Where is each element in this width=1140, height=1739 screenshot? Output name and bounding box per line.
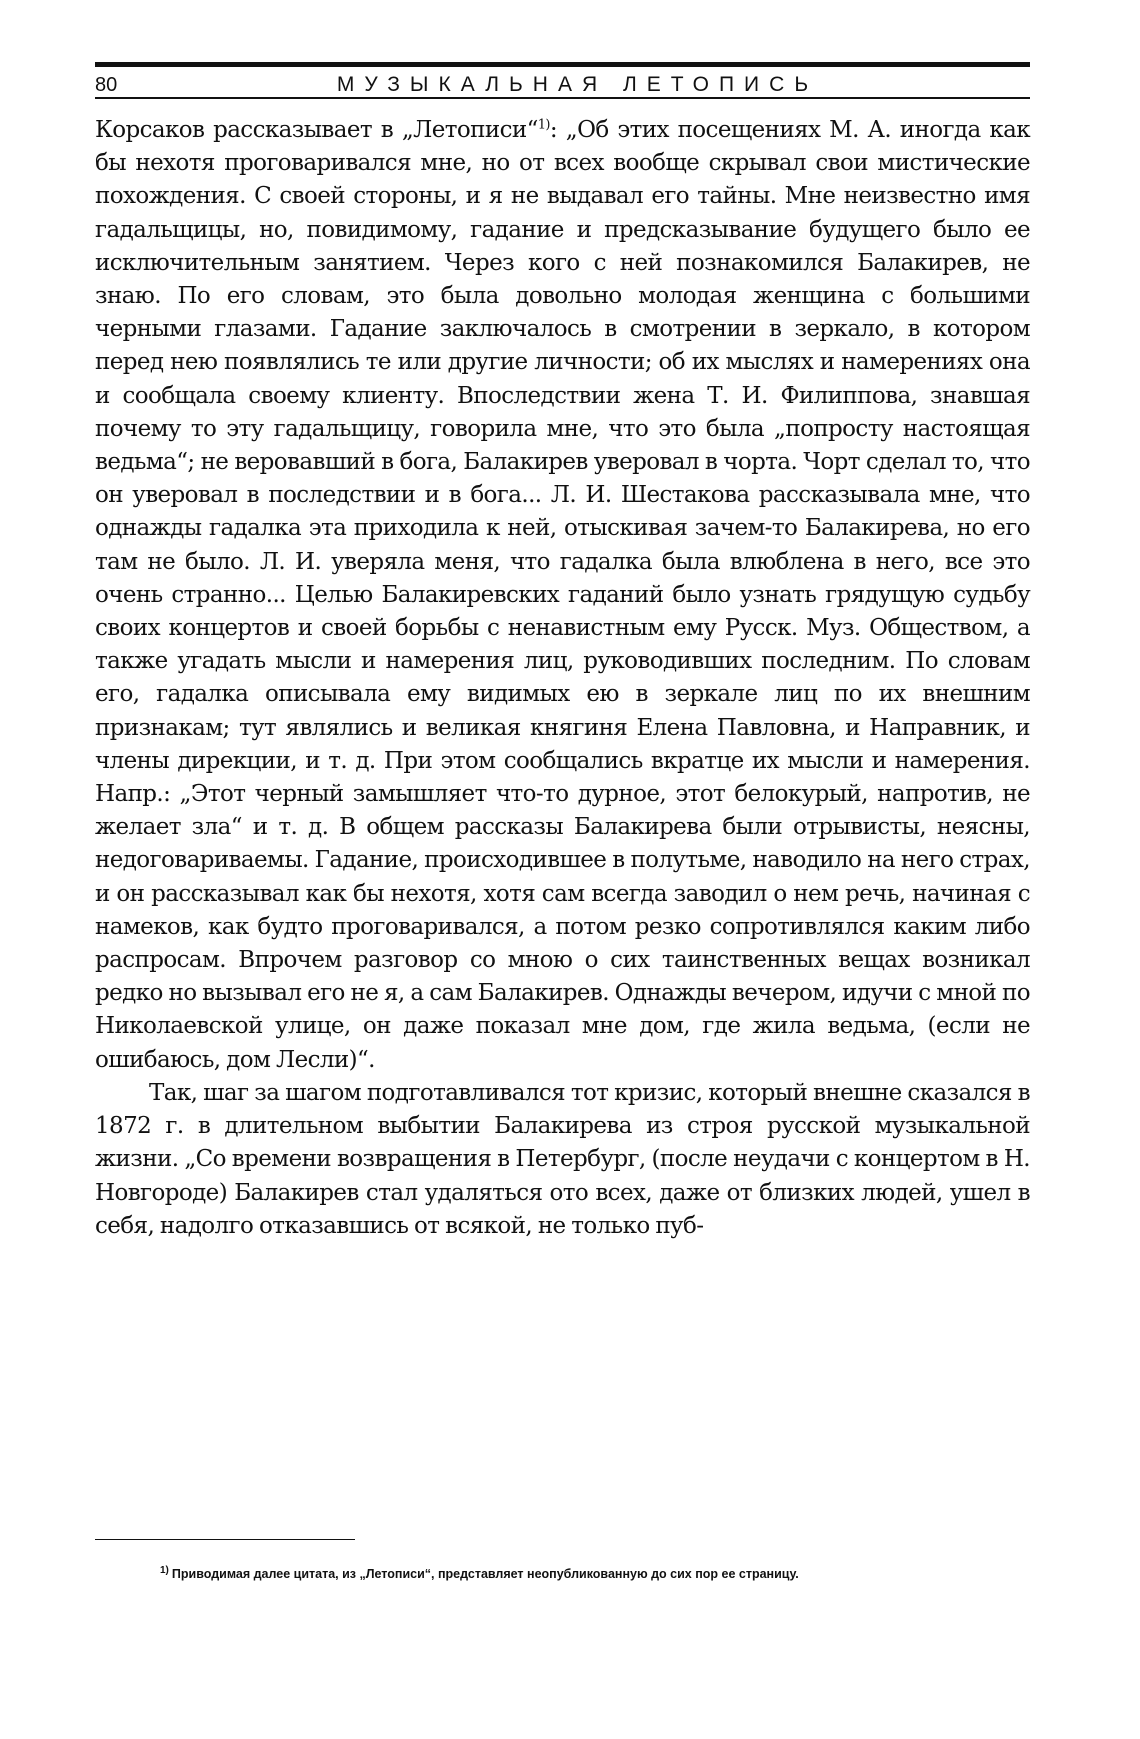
header-bottom-rule <box>95 97 1030 99</box>
page <box>95 0 1030 1739</box>
paragraph-2: Так, шаг за шагом подготавливался тот кризис, который внешне сказался в 1872 г. в длительном выбытии Балакирева из строя русской музыкальной жизни. „Со времени возвращения в Петербург, (после неудачи с концертом в Н. Новгороде) Балакирев стал удаляться ото всех, даже от близких людей, ушел в себя, надолго отказавшись от всякой, не только пуб- <box>95 1079 1030 1239</box>
page-number: 80 <box>95 74 118 96</box>
footnote-reference: 1) <box>537 117 550 133</box>
header-top-rule <box>95 62 1030 67</box>
running-header <box>95 72 1030 98</box>
paragraph-1-start: Корсаков рассказывает в „Летописи“ <box>95 117 538 143</box>
footnote-rule <box>95 1539 355 1540</box>
footnote-text: Приводимая далее цитата, из „Летописи“, представляет неопубликованную до сих пор ее страницу. <box>171 1567 799 1581</box>
paragraph-1 <box>95 114 1030 1077</box>
body-text <box>95 114 1030 1243</box>
footnote-number: 1) <box>160 1564 169 1576</box>
paragraph-1-rest: : „Об этих посещениях М. А. иногда как бы нехотя проговаривался мне, но от всех вообще скрывал свои мистические похождения. С своей стороны, и я не выдавал его тайны. Мне неизвестно имя гадальщицы, но, повидимому, гадание и предсказывание будущего было ее исключительным занятием. Через кого с ней познакомился Балакирев, не знаю. По его словам, это была довольно молодая женщина с большими черными глазами. Гадание заключалось в смотрении в зеркало, в котором перед нею появлялись те или другие личности; об их мыслях и намерениях она и сообщала своему клиенту. Впоследствии жена Т. И. Филиппова, знавшая почему то эту гадальщицу, говорила мне, что это была „попросту настоящая ведьма“; не веровавший в бога, Балакирев уверовал в чорта. Чорт сделал то, что он уверовал в последствии и в бога... Л. И. Шестакова рассказывала мне, что однажды гадалка эта приходила к ней, отыскивая зачем-то Балакирева, но его там не было. Л. И. уверяла меня, что гадалка была влюблена в него, все это очень странно... Целью Балакиревских гаданий было узнать грядущую судьбу своих концертов и своей борьбы с ненавистным ему Русск. Муз. Обществом, а также угадать мысли и намерения лиц, руководивших последним. По словам его, гадалка описывала ему видимых ею в зеркале лиц по их внешним признакам; тут являлись и великая княгиня Елена Павловна, и Направник, и члены дирекции, и т. д. При этом сообщались вкратце их мысли и намерения. Напр.: „Этот черный замышляет что-то дурное, этот белокурый, напротив, не желает зла“ и т. д. В общем рассказы Балакирева были отрывисты, неясны, недоговариваемы. Гадание, происходившее в полутьме, наводило на него страх, и он рассказывал как бы нехотя, хотя сам всегда заводил о нем речь, начиная с намеков, как будто проговаривался, а потом резко сопротивлялся каким либо распросам. Впрочем разговор со мною о сих таинственных вещах возникал редко но вызывал его не я, а сам Балакирев. Однажды вечером, идучи с мной по Николаевской улице, он даже показал мне дом, где жила ведьма, (если не ошибаюсь, дом Лесли)“. <box>95 117 1030 1073</box>
footnote <box>160 1566 1040 1582</box>
running-title: МУЗЫКАЛЬНАЯ ЛЕТОПИСЬ <box>336 73 819 96</box>
